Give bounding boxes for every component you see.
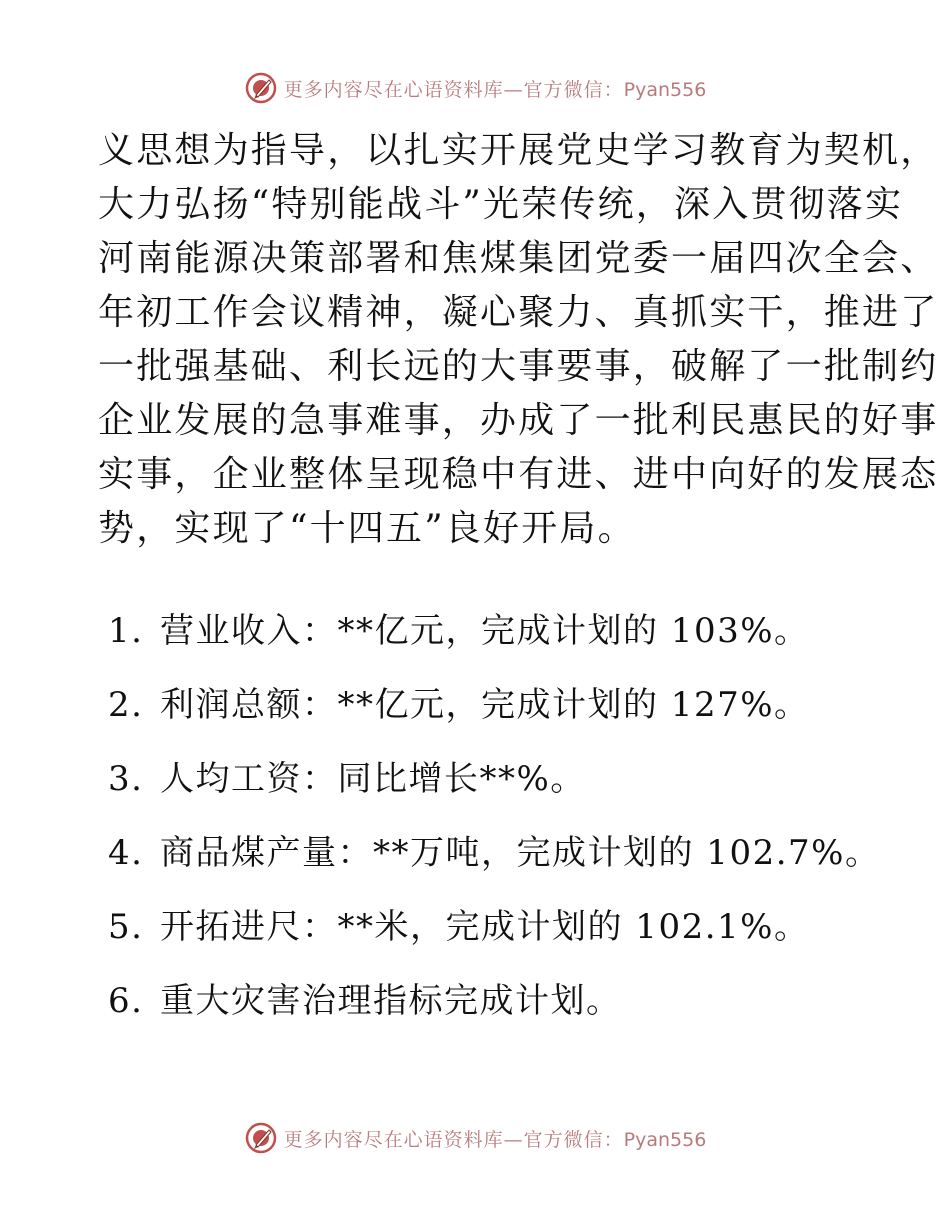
paragraph-line: 企业发展的急事难事，办成了一批利民惠民的好事 <box>98 400 939 441</box>
list-item <box>108 976 868 1050</box>
list-item-number: 6. <box>108 981 144 1021</box>
paragraph <box>98 124 939 556</box>
footer-banner-text: 更多内容尽在心语资料库—官方微信：Pyan556 <box>283 1128 707 1151</box>
pen-nib-logo-icon <box>244 71 278 105</box>
list-item-number: 1. <box>108 611 144 651</box>
list-item <box>108 902 868 976</box>
list-item-number: 2. <box>108 685 144 725</box>
header-banner <box>0 68 950 108</box>
pen-nib-logo-icon <box>244 1121 278 1155</box>
header-banner-handle: Pyan556 <box>623 78 707 101</box>
list-item-text: 营业收入：**亿元，完成计划的 103%。 <box>160 611 810 651</box>
list-item-number: 3. <box>108 759 144 799</box>
list-item-text: 利润总额：**亿元，完成计划的 127%。 <box>160 685 810 725</box>
footer-banner <box>0 1118 950 1158</box>
list-item-text: 人均工资：同比增长**%。 <box>160 759 586 799</box>
paragraph-line: 实事，企业整体呈现稳中有进、进中向好的发展态 <box>98 454 939 495</box>
paragraph-line: 义思想为指导，以扎实开展党史学习教育为契机， <box>98 130 939 171</box>
indicator-list <box>108 606 881 1050</box>
header-banner-text: 更多内容尽在心语资料库—官方微信：Pyan556 <box>283 78 707 101</box>
list-item-number: 5. <box>108 907 144 947</box>
list-item <box>108 680 868 754</box>
list-item <box>108 754 868 828</box>
list-item <box>108 606 868 680</box>
footer-banner-handle: Pyan556 <box>623 1128 707 1151</box>
paragraph-line: 大力弘扬“特别能战斗”光荣传统，深入贯彻落实 <box>98 184 904 225</box>
paragraph-line: 河南能源决策部署和焦煤集团党委一届四次全会、 <box>98 238 939 279</box>
paragraph-line: 年初工作会议精神，凝心聚力、真抓实干，推进了 <box>98 292 939 333</box>
list-item-number: 4. <box>108 833 144 873</box>
paragraph-line: 势，实现了“十四五”良好开局。 <box>98 508 636 549</box>
list-item-text: 开拓进尺：**米，完成计划的 102.1%。 <box>160 907 810 947</box>
paragraph-line: 一批强基础、利长远的大事要事，破解了一批制约 <box>98 346 939 387</box>
list-item-text: 重大灾害治理指标完成计划。 <box>160 981 622 1021</box>
list-item-text: 商品煤产量：**万吨，完成计划的 102.7%。 <box>160 833 881 873</box>
list-item <box>108 828 881 902</box>
